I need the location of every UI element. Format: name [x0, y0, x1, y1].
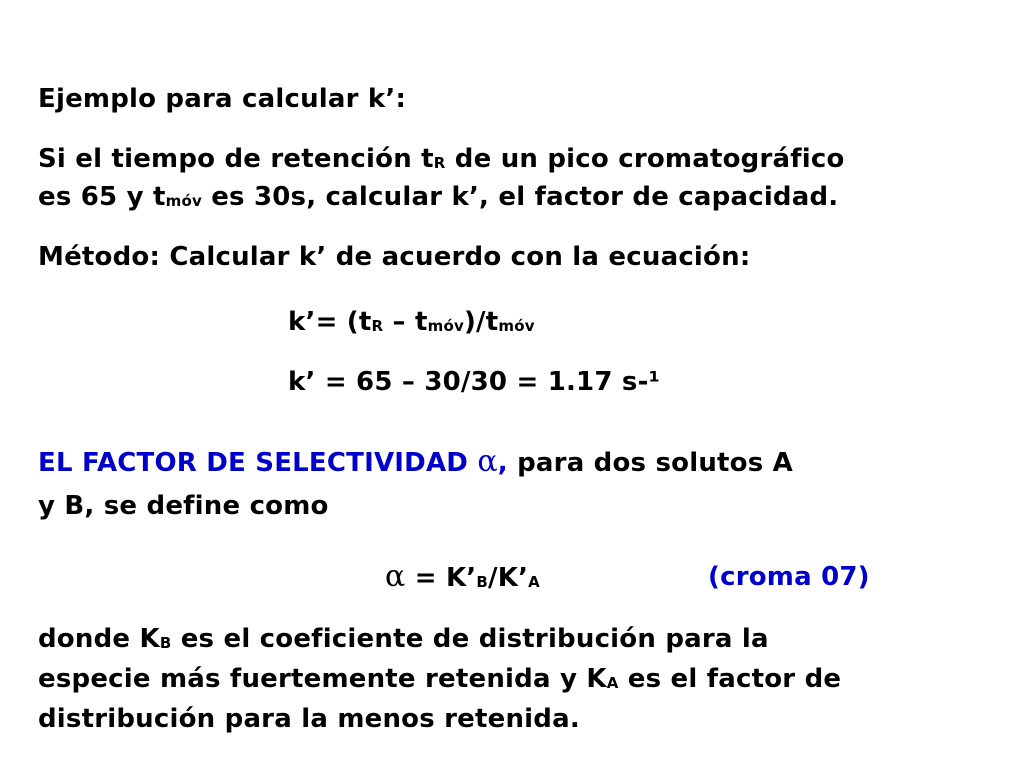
formula-reference: (croma 07): [708, 562, 870, 592]
formula-selectivity: α = K’B/K’A: [385, 559, 540, 594]
formula-capacity: k’= (tR – tmóv)/tmóv: [288, 307, 535, 337]
definition-line-2: especie más fuertemente retenida y KA es el factor de: [38, 664, 842, 694]
formula-calculation: k’ = 65 – 30/30 = 1.17 s-¹: [288, 367, 661, 397]
alpha-symbol: α: [385, 559, 406, 594]
definition-line-3: distribución para la menos retenida.: [38, 704, 580, 734]
problem-line-1: Si el tiempo de retención tR de un pico cromatográfico: [38, 144, 845, 174]
problem-line-2: es 65 y tmóv es 30s, calcular k’, el factor de capacidad.: [38, 182, 839, 212]
selectivity-line-2: y B, se define como: [38, 491, 329, 521]
selectivity-line-1: EL FACTOR DE SELECTIVIDAD α, para dos solutos A: [38, 444, 793, 479]
method-line: Método: Calcular k’ de acuerdo con la ecuación:: [38, 242, 751, 272]
definition-line-1: donde KB es el coeficiente de distribución para la: [38, 624, 769, 654]
alpha-symbol: α: [477, 444, 498, 479]
selectivity-heading: EL FACTOR DE SELECTIVIDAD: [38, 448, 478, 478]
example-title: Ejemplo para calcular k’:: [38, 84, 407, 114]
